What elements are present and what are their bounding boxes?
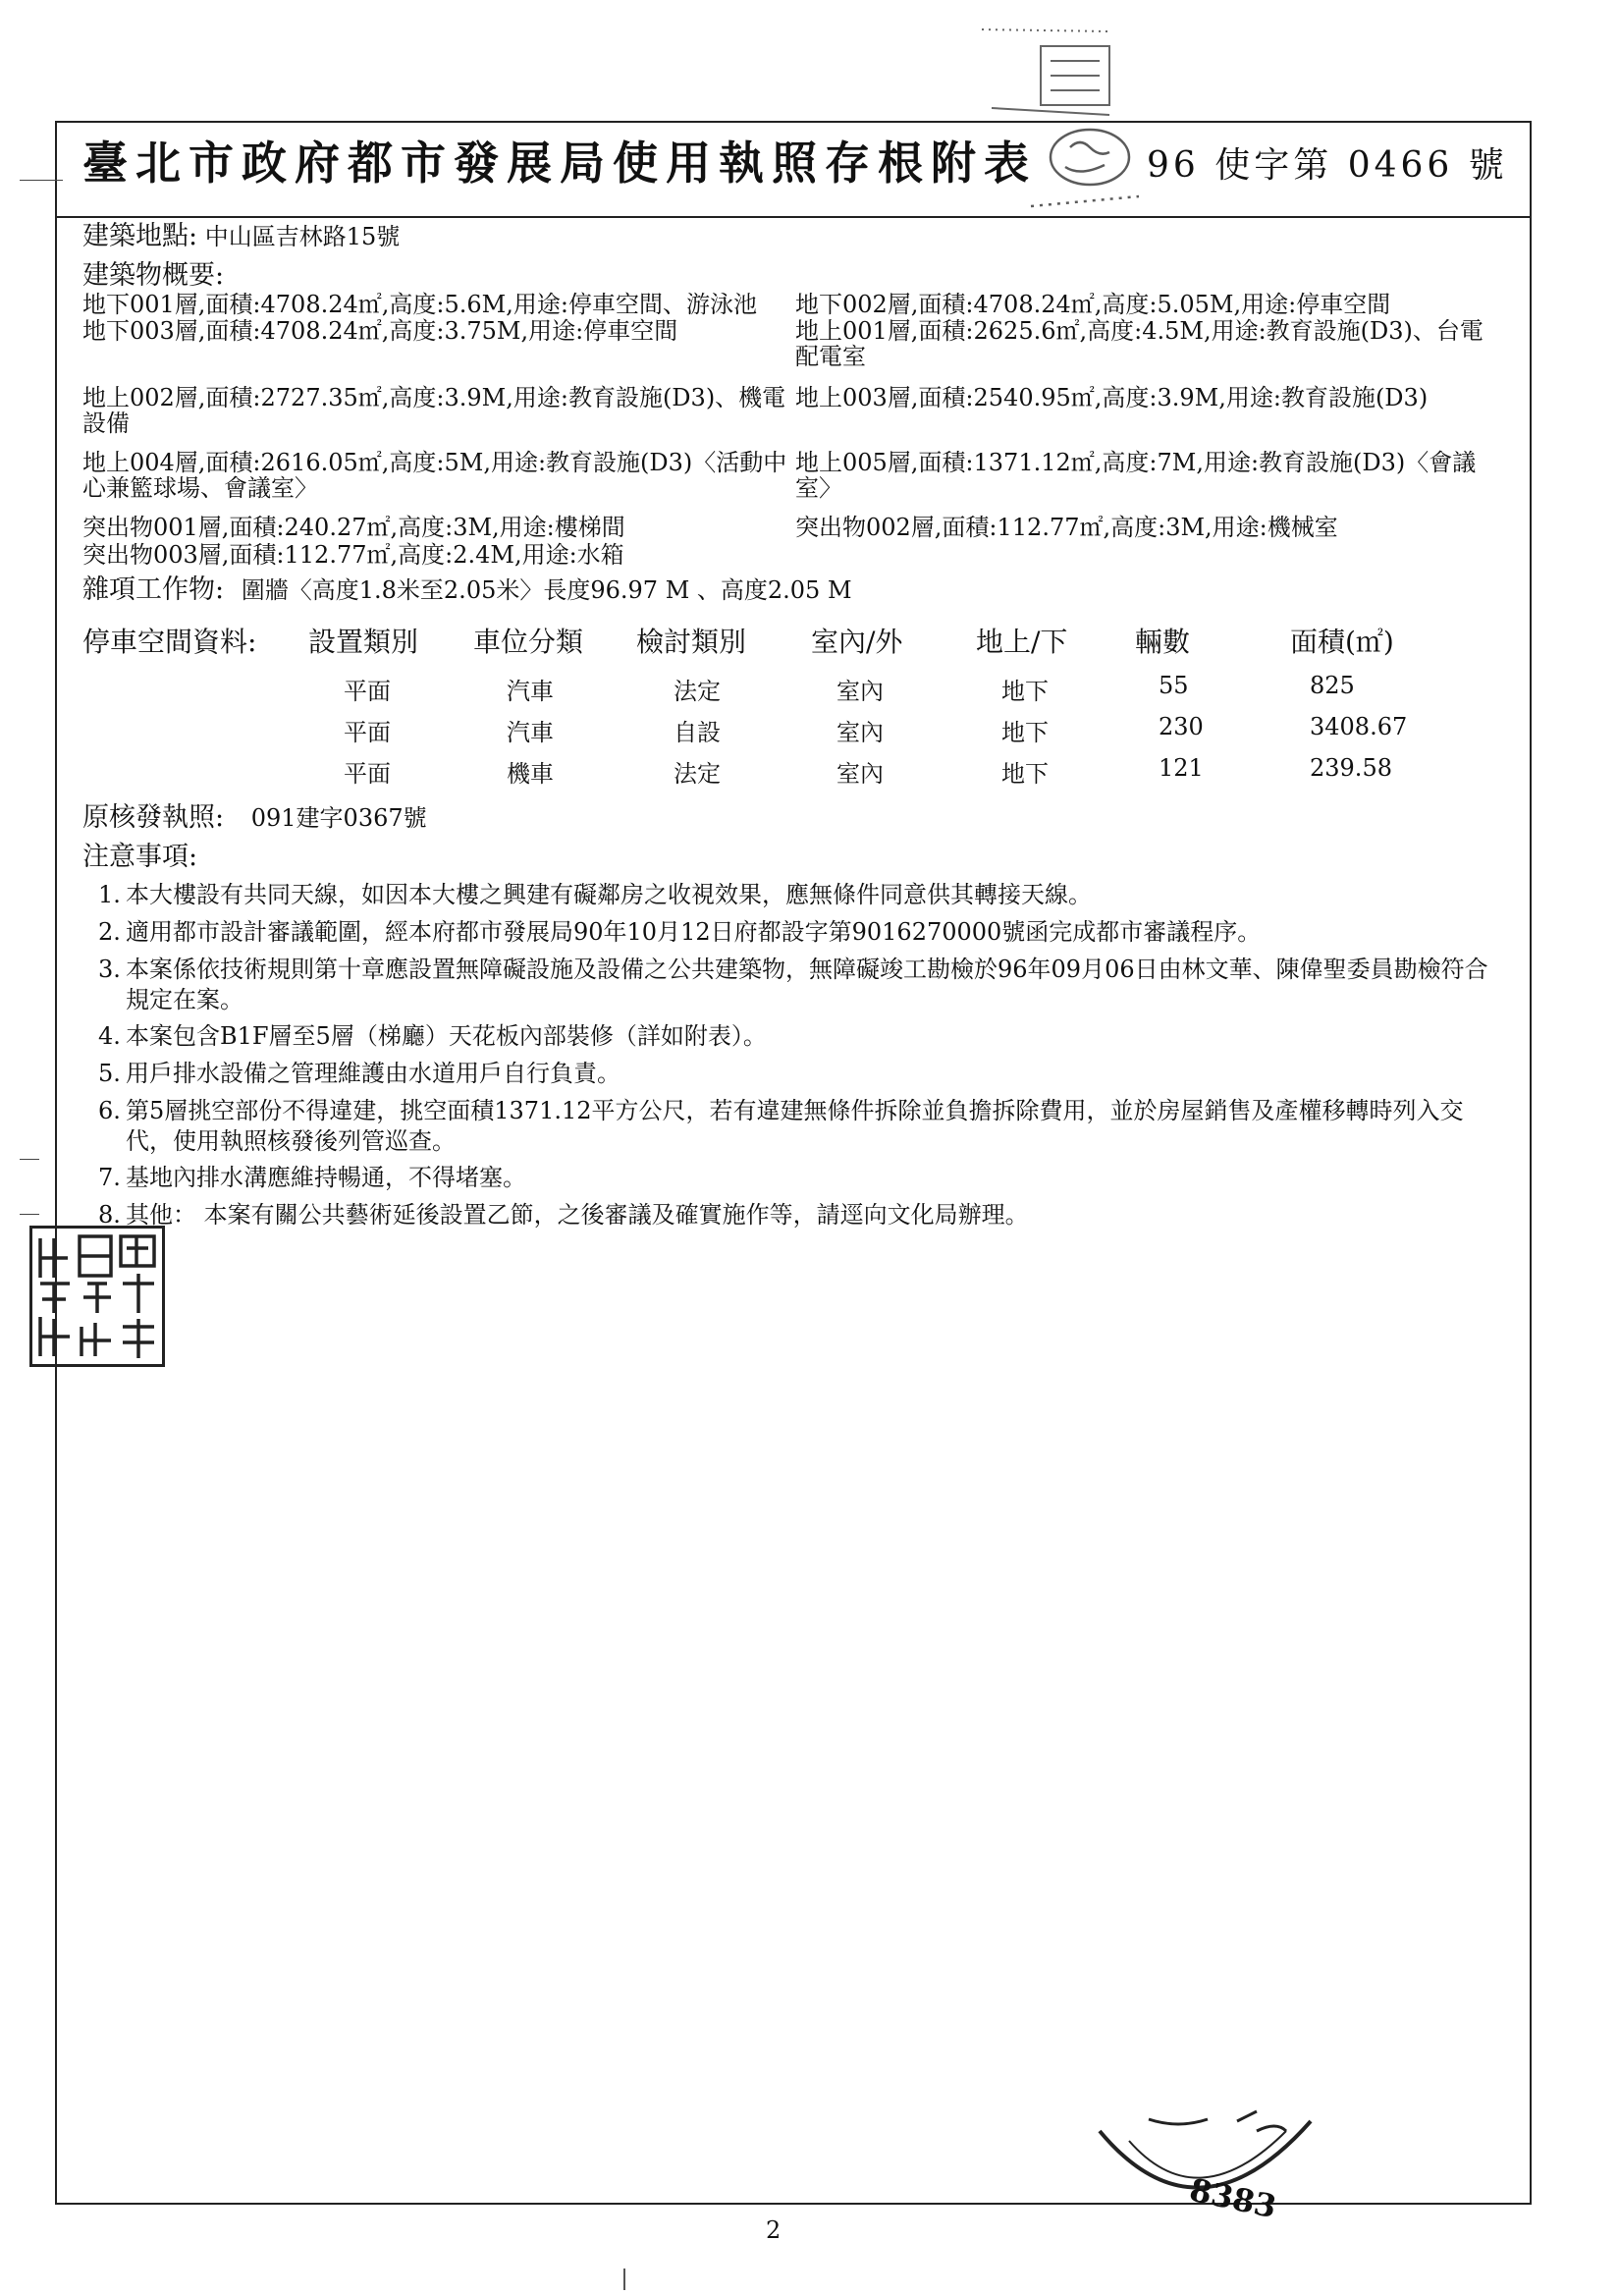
- margin-mark: [20, 1214, 39, 1215]
- site-row: [82, 221, 401, 251]
- note-text: 用戶排水設備之管理維護由水道用戶自行負責。: [126, 1060, 620, 1087]
- parking-cell: 地下: [1001, 719, 1049, 746]
- scanner-stamp-mark: [972, 22, 1119, 120]
- note-number: 6.: [98, 1097, 121, 1124]
- floor-entry: 地上003層,面積:2540.95㎡,高度:3.9M,用途:教育設施(D3): [795, 384, 1429, 411]
- parking-cell: 室內: [836, 678, 884, 705]
- parking-header: 地上/下: [976, 626, 1068, 658]
- floor-entry: 突出物002層,面積:112.77㎡,高度:3M,用途:機械室: [795, 514, 1338, 541]
- note-text: 本大樓設有共同天線，如因本大樓之興建有礙鄰房之收視效果，應無條件同意供其轉接天線。: [126, 881, 1092, 908]
- permit-number: 96 使字第 0466 號: [1147, 145, 1508, 186]
- note-text: 基地內排水溝應維持暢通，不得堵塞。: [126, 1164, 526, 1191]
- parking-header: 車位分類: [473, 626, 584, 658]
- note-item: [98, 955, 1502, 1015]
- parking-cell: 地下: [1001, 760, 1049, 788]
- parking-cell: 汽車: [507, 719, 554, 746]
- note-text: 其他： 本案有關公共藝術延後設置乙節，之後審議及確實施作等，請逕向文化局辦理。: [126, 1201, 1029, 1229]
- floor-entry: 地上004層,面積:2616.05㎡,高度:5M,用途:教育設施(D3)〈活動中心兼籃球場、會議室〉: [82, 449, 787, 502]
- site-label: 建築地點:: [82, 221, 198, 251]
- floor-entry: 突出物003層,面積:112.77㎡,高度:2.4M,用途:水箱: [82, 541, 624, 569]
- parking-cell: 室內: [836, 719, 884, 746]
- floor-entry: 地上001層,面積:2625.6㎡,高度:4.5M,用途:教育設施(D3)、台電配電室: [795, 317, 1483, 370]
- floor-entry: 突出物001層,面積:240.27㎡,高度:3M,用途:樓梯間: [82, 514, 625, 541]
- parking-cell: 平面: [344, 678, 391, 705]
- floor-entry: 地下002層,面積:4708.24㎡,高度:5.05M,用途:停車空間: [795, 291, 1391, 318]
- parking-cell: 3408.67: [1310, 713, 1408, 740]
- title-divider: [55, 216, 1530, 218]
- note-item: [98, 917, 1502, 948]
- parking-header: 輛數: [1135, 626, 1191, 658]
- parking-header: 面積(㎡): [1290, 626, 1394, 658]
- margin-mark: [20, 1159, 39, 1160]
- round-seal-stamp: [1090, 2102, 1316, 2229]
- note-number: 4.: [98, 1022, 121, 1050]
- parking-cell: 平面: [344, 719, 391, 746]
- overview-label: 建築物概要:: [82, 260, 225, 291]
- parking-cell: 平面: [344, 760, 391, 788]
- misc-label: 雜項工作物:: [82, 574, 225, 605]
- parking-header: 設置類別: [308, 626, 419, 658]
- misc-value: 圍牆〈高度1.8米至2.05米〉長度96.97 M 、高度2.05 M: [241, 576, 852, 604]
- note-text: 本案係依技術規則第十章應設置無障礙設施及設備之公共建築物，無障礙竣工勘檢於96年09月06日由林文華、陳偉聖委員勘檢符合規定在案。: [126, 956, 1488, 1013]
- parking-cell: 55: [1159, 672, 1189, 699]
- note-text: 適用都市設計審議範圍，經本府都市發展局90年10月12日府都設字第9016270000號函完成都市審議程序。: [126, 918, 1262, 946]
- note-number: 1.: [98, 881, 121, 908]
- floor-entry: 地下001層,面積:4708.24㎡,高度:5.6M,用途:停車空間、游泳池: [82, 291, 757, 318]
- parking-cell: 自設: [674, 719, 721, 746]
- note-number: 5.: [98, 1060, 121, 1087]
- seal-number: 8383: [1186, 2170, 1280, 2226]
- original-permit-row: [82, 802, 427, 833]
- notes-label: 注意事項:: [82, 842, 198, 872]
- note-number: 3.: [98, 956, 121, 983]
- note-text: 本案包含B1F層至5層（梯廳）天花板內部裝修（詳如附表）。: [126, 1022, 767, 1050]
- parking-cell: 室內: [836, 760, 884, 788]
- floor-entry: 地上002層,面積:2727.35㎡,高度:3.9M,用途:教育設施(D3)、機電設備: [82, 384, 786, 437]
- scan-mark: [623, 2269, 625, 2290]
- parking-cell: 825: [1310, 672, 1355, 699]
- note-item: [98, 1200, 1502, 1230]
- note-number: 2.: [98, 918, 121, 946]
- note-number: 8.: [98, 1201, 121, 1229]
- parking-cell: 法定: [674, 760, 721, 788]
- site-value: 中山區吉林路15號: [204, 223, 401, 250]
- parking-cell: 121: [1159, 754, 1204, 782]
- document-title: 臺北市政府都市發展局使用執照存根附表: [82, 137, 1037, 190]
- note-item: [98, 1163, 1502, 1193]
- note-text: 第5層挑空部份不得違建，挑空面積1371.12平方公尺，若有違建無條件拆除並負擔拆除費用，並於房屋銷售及產權移轉時列入交代，使用執照核發後列管巡查。: [126, 1097, 1464, 1155]
- original-permit-value: 091建字0367號: [250, 804, 427, 832]
- note-item: [98, 1021, 1502, 1052]
- page-number: 2: [766, 2216, 782, 2244]
- note-item: [98, 880, 1502, 910]
- official-seal-stamp: [29, 1226, 165, 1367]
- parking-cell: 機車: [507, 760, 554, 788]
- floor-entry: 地下003層,面積:4708.24㎡,高度:3.75M,用途:停車空間: [82, 317, 678, 345]
- parking-cell: 地下: [1001, 678, 1049, 705]
- parking-header: 檢討類別: [636, 626, 747, 658]
- title-stamp-mark: [1021, 118, 1149, 216]
- floor-entry: 地上005層,面積:1371.12㎡,高度:7M,用途:教育設施(D3)〈會議室〉: [795, 449, 1477, 502]
- parking-label: 停車空間資料:: [82, 626, 257, 658]
- note-item: [98, 1059, 1502, 1089]
- note-item: [98, 1096, 1502, 1157]
- parking-cell: 239.58: [1310, 754, 1392, 782]
- parking-cell: 230: [1159, 713, 1204, 740]
- note-number: 7.: [98, 1164, 121, 1191]
- parking-cell: 汽車: [507, 678, 554, 705]
- original-permit-label: 原核發執照:: [82, 802, 225, 833]
- parking-header: 室內/外: [811, 626, 903, 658]
- parking-cell: 法定: [674, 678, 721, 705]
- margin-mark: [20, 180, 63, 181]
- misc-row: [82, 574, 852, 605]
